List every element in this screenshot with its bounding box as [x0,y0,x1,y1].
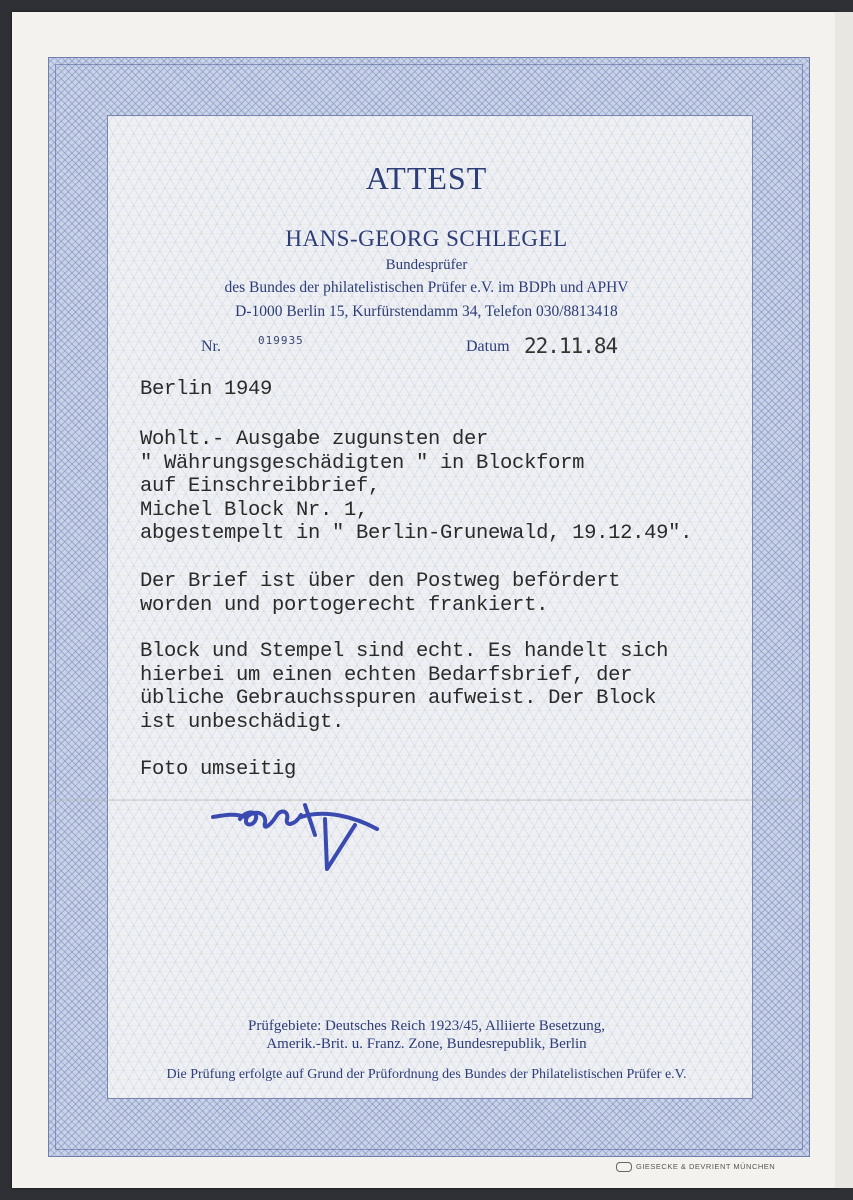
issue-heading: Berlin 1949 [140,378,273,401]
fold-line [48,799,808,801]
postal-statement: Der Brief ist über den Postweg befördert worden und portogerecht frankiert. [140,570,621,617]
item-description: Wohlt.- Ausgabe zugunsten der " Währungsgeschädigten " in Blockform auf Einschreibbrief, Michel Block Nr. 1, abgestempelt in " Berlin-Grunewald, 19.12.49". [140,428,693,545]
printer-name: GIESECKE & DEVRIENT MÜNCHEN [636,1162,776,1171]
printer-imprint [616,1162,775,1172]
footer-areas-line1: Prüfgebiete: Deutsches Reich 1923/45, Alliierte Besetzung, [248,1018,605,1034]
certificate-title: ATTEST [365,160,488,196]
printer-logo-icon [616,1162,632,1172]
address-line: D-1000 Berlin 15, Kurfürstendamm 34, Telefon 030/8813418 [235,303,618,320]
footer-areas-line2: Amerik.-Brit. u. Franz. Zone, Bundesrepublik, Berlin [266,1036,587,1052]
authenticity-statement: Block und Stempel sind echt. Es handelt sich hierbei um einen echten Bedarfsbrief, der übliche Gebrauchsspuren aufweist. Der Block ist unbeschädigt. [140,640,669,734]
footer-regulation: Die Prüfung erfolgte auf Grund der Prüfordnung des Bundes der Philatelistischen Prüfer e.V. [166,1067,687,1082]
nr-label: Nr. [201,338,221,355]
photo-note: Foto umseitig [140,758,297,781]
datum-label: Datum [466,338,510,355]
expert-role: Bundesprüfer [385,257,468,273]
certificate-number: 019935 [258,334,304,347]
association-line: des Bundes der philatelistischen Prüfer e.V. im BDPh und APHV [224,279,629,296]
handwritten-signature [205,795,390,880]
expert-name: HANS-GEORG SCHLEGEL [285,226,568,251]
certificate-date: 22.11.84 [524,334,618,358]
